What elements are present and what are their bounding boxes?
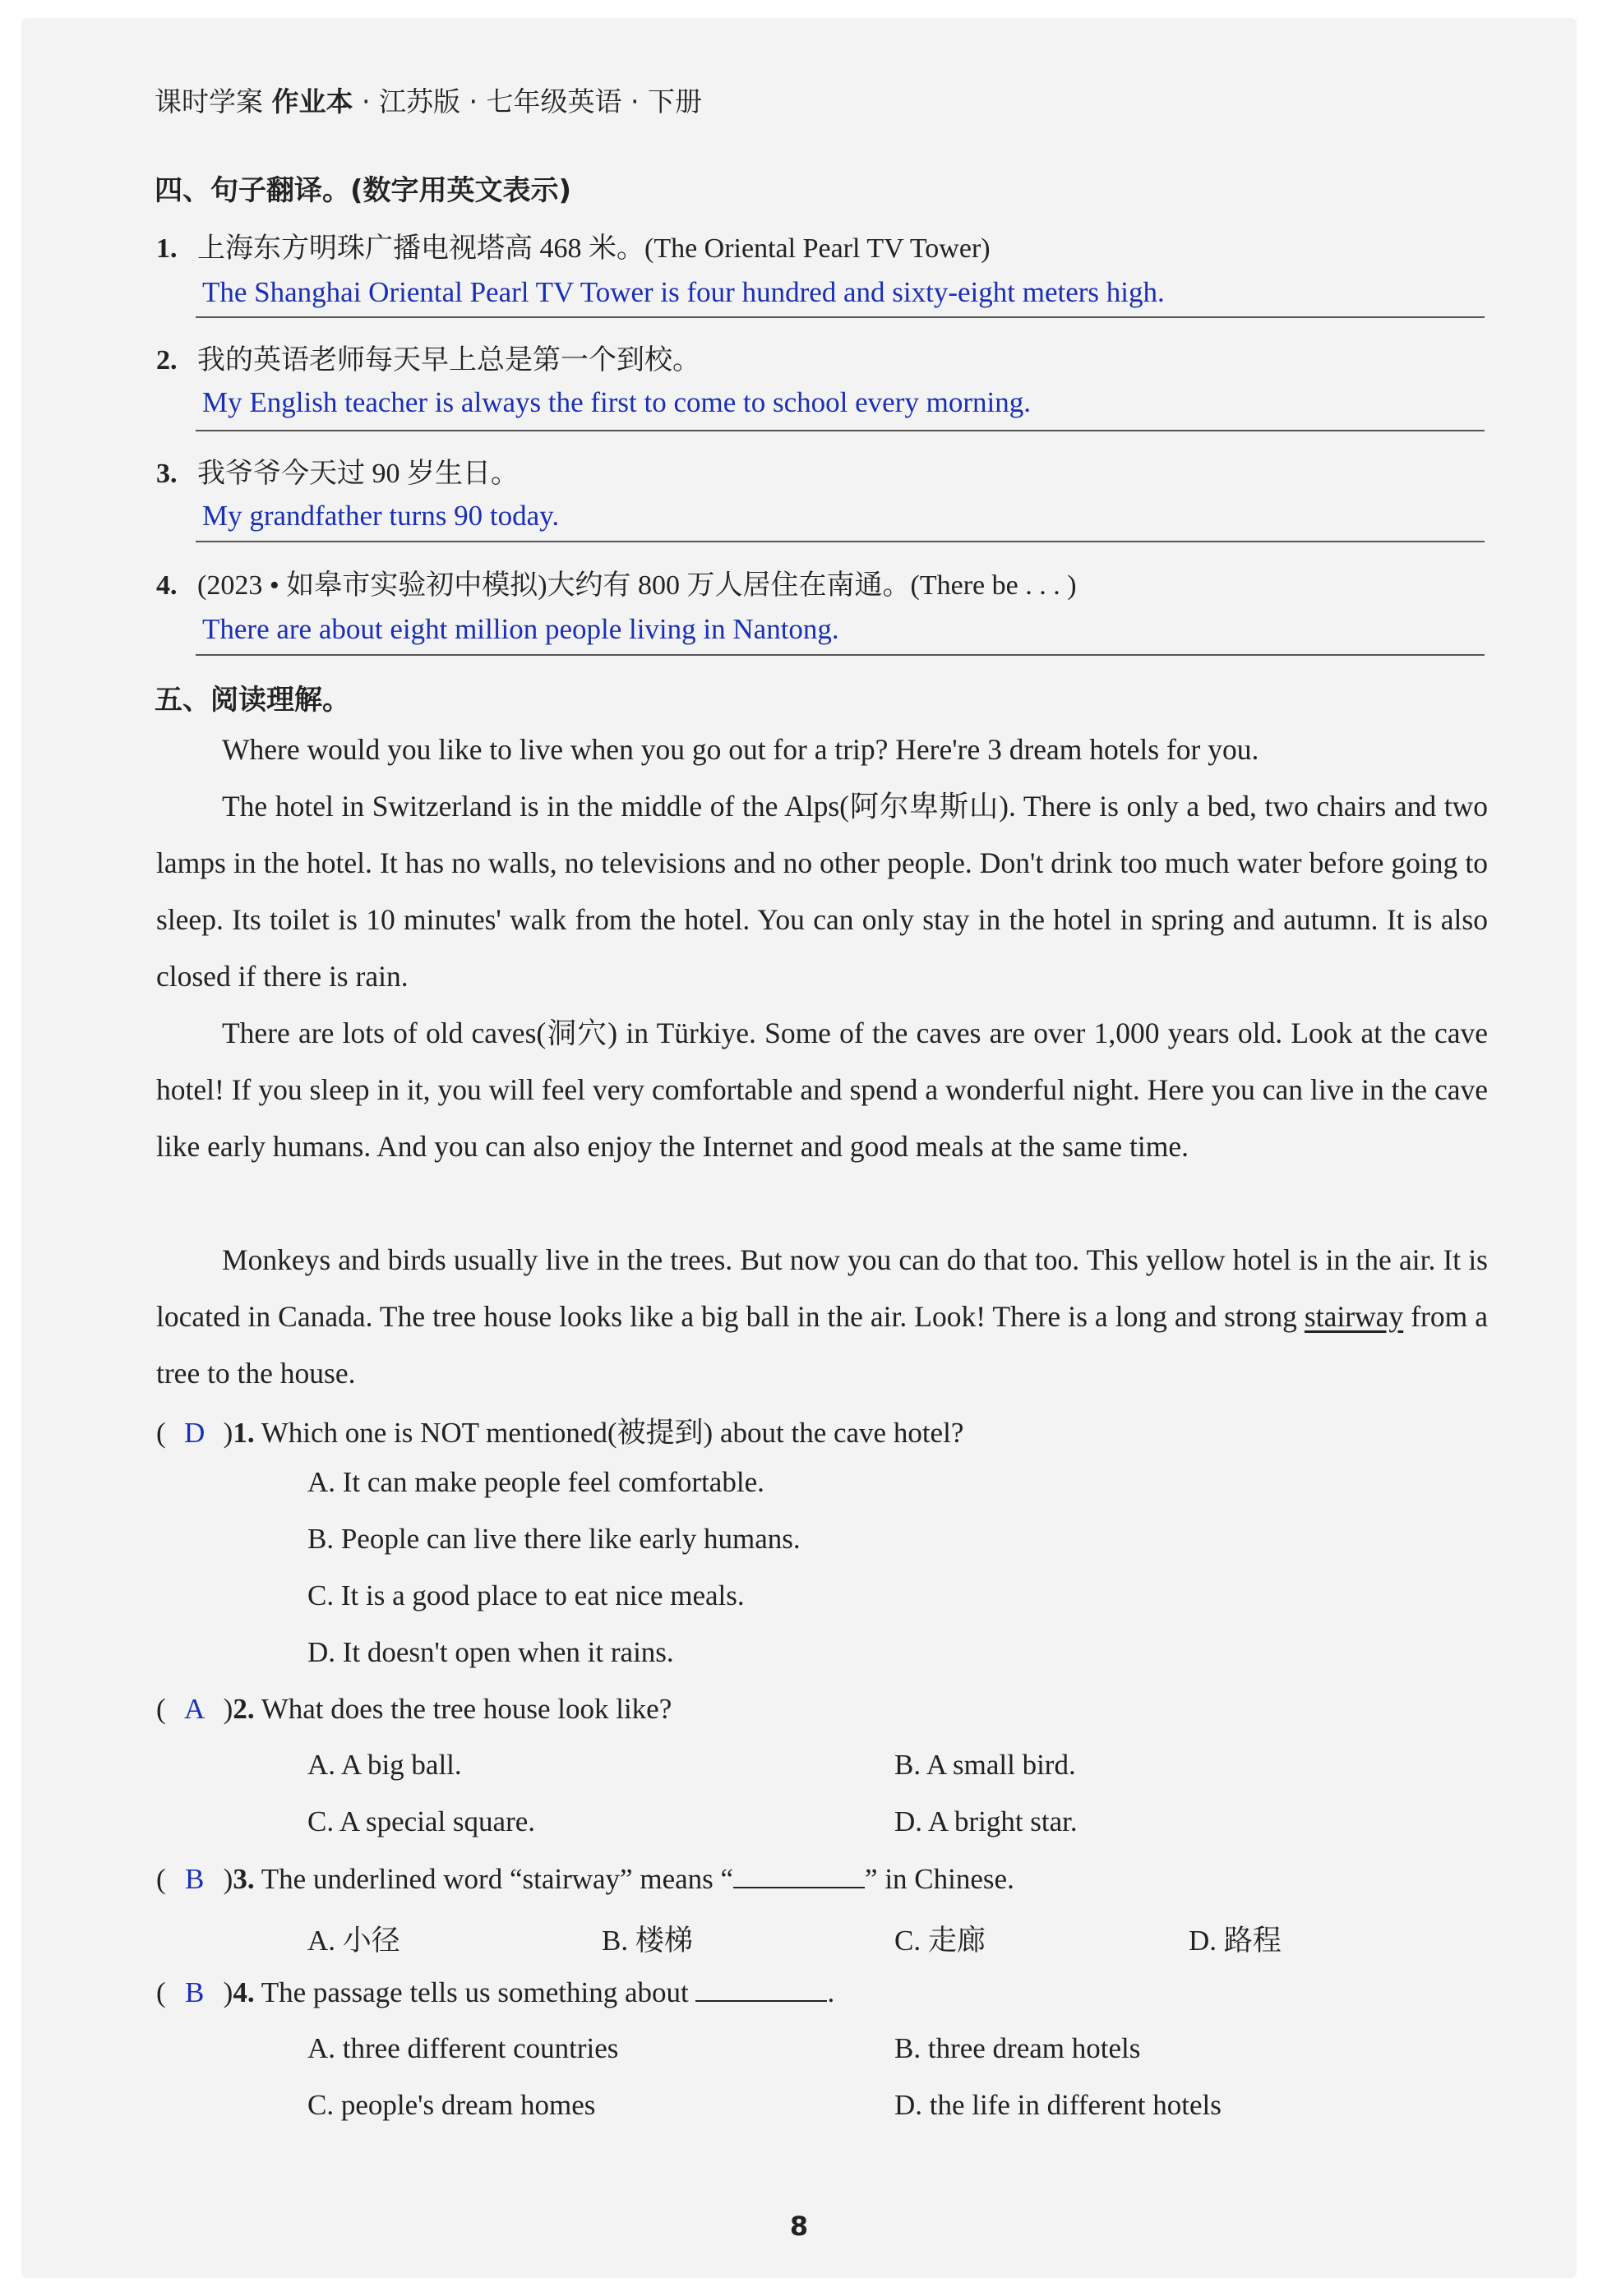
translation-answer-1: The Shanghai Oriental Pearl TV Tower is four hundred and sixty-eight meters high. xyxy=(202,276,1165,308)
question-text: The passage tells us something about xyxy=(261,1976,696,2008)
paragraph-text: Where would you like to live when you go out for a trip? Here're 3 dream hotels for you. xyxy=(222,733,1259,766)
answer-choice: B xyxy=(184,1863,205,1895)
translation-item-2 xyxy=(156,337,700,377)
option: D. the life in different hotels xyxy=(894,2089,1222,2121)
option: D. 路程 xyxy=(1189,1925,1282,1957)
option: D. It doesn't open when it rains. xyxy=(307,1636,674,1668)
paragraph-text: Monkeys and birds usually live in the trees. But now you can do that too. This yellow hotel is in the air. It is located in Canada. The tree house looks like a big ball in the air. Look! There is a long and strong xyxy=(156,1243,1488,1333)
question-number: 3. xyxy=(233,1863,255,1895)
header-sep: · xyxy=(469,85,478,118)
reading-paragraph-4 xyxy=(156,1232,1488,1402)
translation-answer-3: My grandfather turns 90 today. xyxy=(202,500,560,532)
item-number: 4. xyxy=(156,570,178,601)
question-1: ( D )1. Which one is NOT mentioned(被提到) about the cave hotel? xyxy=(156,1417,964,1449)
question-number: 4. xyxy=(233,1976,255,2008)
item-prompt: (2023 • 如皋市实验初中模拟)大约有 800 万人居住在南通。(There be . . . ) xyxy=(197,570,1077,601)
translation-item-3 xyxy=(156,450,519,491)
question-text: What does the tree house look like? xyxy=(261,1693,672,1725)
option: C. 走廊 xyxy=(894,1925,986,1957)
option: A. 小径 xyxy=(307,1925,400,1957)
question-2: ( A )2. What does the tree house look like? xyxy=(156,1693,672,1725)
option: B. three dream hotels xyxy=(894,2032,1141,2064)
answer-choice: A xyxy=(184,1693,206,1725)
answer-blank[interactable] xyxy=(733,1862,865,1888)
answer-line xyxy=(196,316,1485,318)
reading-paragraph-3 xyxy=(156,1005,1488,1175)
reading-paragraph-1 xyxy=(156,722,1488,778)
running-header xyxy=(155,81,702,119)
header-grade: 七年级英语 xyxy=(486,85,622,118)
paragraph-text: The hotel in Switzerland is in the middle of the Alps(阿尔卑斯山). There is only a bed, two chairs and two lamps in the hotel. It has no walls, no televisions and no other people. Don't drink too much water before going to sleep. Its toilet is 10 minutes' walk from the hotel. You can only stay in the hotel in spring and autumn. It is also closed if there is rain. xyxy=(156,790,1488,993)
reading-paragraph-2 xyxy=(156,778,1488,1005)
question-text: . xyxy=(827,1976,835,2008)
question-number: 1. xyxy=(233,1417,255,1449)
option: C. A special square. xyxy=(307,1805,536,1837)
header-sep: · xyxy=(362,85,371,118)
item-number: 1. xyxy=(156,233,178,264)
underlined-word: stairway xyxy=(1304,1300,1404,1333)
header-edition: 江苏版 xyxy=(379,85,460,118)
header-series: 课时学案 xyxy=(155,85,263,118)
option: D. A bright star. xyxy=(894,1805,1078,1837)
section-5-title: 五、阅读理解。 xyxy=(155,684,350,717)
answer-choice: B xyxy=(184,1976,205,2008)
option: A. three different countries xyxy=(307,2032,619,2064)
translation-item-1 xyxy=(156,225,991,265)
paragraph-text: There are lots of old caves(洞穴) in Türkiye. Some of the caves are over 1,000 years old. Look at the cave hotel! If you sleep in it, you will feel very comfortable and spend a wonderful night. Here you can live in the cave like early humans. And you can also enjoy the Internet and good meals at the same time. xyxy=(156,1017,1488,1163)
answer-blank[interactable] xyxy=(695,1976,827,2002)
answer-line xyxy=(196,654,1485,656)
question-text: Which one is NOT mentioned(被提到) about the cave hotel? xyxy=(261,1417,964,1449)
option: C. It is a good place to eat nice meals. xyxy=(307,1579,745,1611)
option: A. A big ball. xyxy=(307,1749,462,1781)
question-text: The underlined word “stairway” means “ xyxy=(261,1863,734,1895)
item-number: 2. xyxy=(156,345,178,376)
answer-line xyxy=(196,430,1485,431)
option: B. 楼梯 xyxy=(602,1925,693,1957)
section-4-title: 四、句子翻译。(数字用英文表示) xyxy=(155,174,572,207)
header-sep: · xyxy=(630,85,640,118)
translation-item-4 xyxy=(156,562,1077,602)
item-number: 3. xyxy=(156,459,178,489)
question-number: 2. xyxy=(233,1693,255,1725)
answer-choice: D xyxy=(184,1417,206,1449)
answer-line xyxy=(196,541,1485,542)
item-prompt: 我的英语老师每天早上总是第一个到校。 xyxy=(197,345,700,376)
header-book: 作业本 xyxy=(271,85,353,118)
translation-answer-4: There are about eight million people living in Nantong. xyxy=(202,613,839,645)
paragraph-text: from a tree to the house. xyxy=(156,1300,1489,1390)
question-3: ( B )3. The underlined word “stairway” means “ ” in Chinese. xyxy=(156,1863,1014,1895)
question-4: ( B )4. The passage tells us something about . xyxy=(156,1976,835,2008)
option: B. A small bird. xyxy=(894,1749,1076,1781)
question-text: ” in Chinese. xyxy=(865,1863,1014,1895)
page-number: 8 xyxy=(789,2211,809,2242)
option: A. It can make people feel comfortable. xyxy=(307,1466,764,1498)
header-volume: 下册 xyxy=(648,85,702,118)
option: B. People can live there like early humans. xyxy=(307,1523,801,1555)
option: C. people's dream homes xyxy=(307,2089,596,2121)
translation-answer-2: My English teacher is always the first to come to school every morning. xyxy=(202,386,1031,418)
item-prompt: 上海东方明珠广播电视塔高 468 米。(The Oriental Pearl TV Tower) xyxy=(197,233,991,264)
item-prompt: 我爷爷今天过 90 岁生日。 xyxy=(197,459,519,489)
